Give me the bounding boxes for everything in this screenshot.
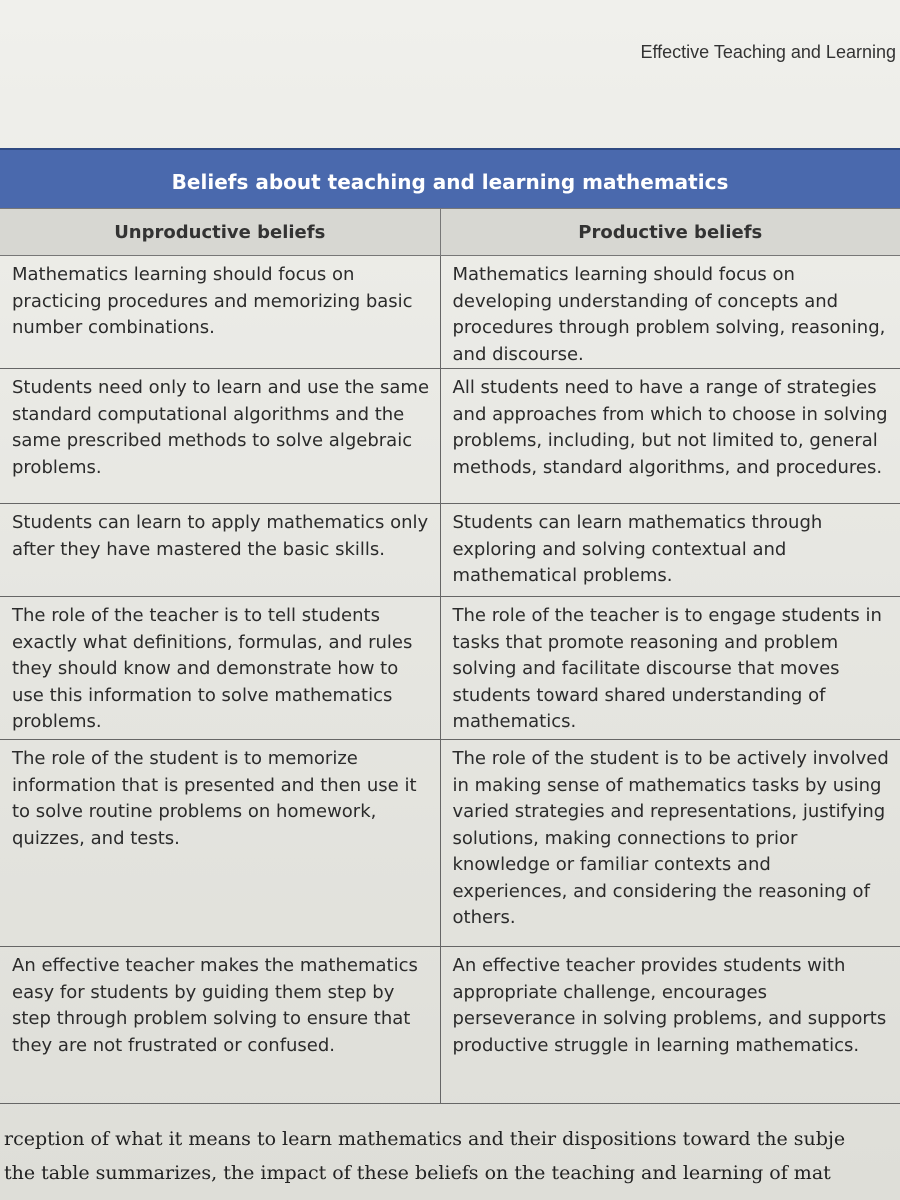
column-header-unproductive: Unproductive beliefs — [0, 209, 440, 256]
productive-belief-cell: Mathematics learning should focus on developing understanding of concepts and procedures through problem solving, reasoning, and discourse. — [440, 256, 900, 369]
productive-belief-cell: The role of the student is to be actively involved in making sense of mathematics tasks by using varied strategies and representations, justifying solutions, making connections to prior knowledge or familiar contexts and experiences, and considering the reasoning of others. — [440, 740, 900, 947]
table-header-row — [0, 209, 900, 256]
body-text-line: the table summarizes, the impact of these beliefs on the teaching and learning of mat — [4, 1162, 831, 1184]
column-header-productive: Productive beliefs — [440, 209, 900, 256]
beliefs-table — [0, 148, 900, 1104]
table-title: Beliefs about teaching and learning mathematics — [0, 149, 900, 209]
unproductive-belief-cell: An effective teacher makes the mathematics easy for students by guiding them step by step through problem solving to ensure that they are not frustrated or confused. — [0, 947, 440, 1104]
table-title-row — [0, 149, 900, 209]
productive-belief-cell: All students need to have a range of strategies and approaches from which to choose in solving problems, including, but not limited to, general methods, standard algorithms, and procedures. — [440, 369, 900, 504]
running-head: Effective Teaching and Learning — [640, 42, 896, 62]
unproductive-belief-cell: Students need only to learn and use the same standard computational algorithms and the same prescribed methods to solve algebraic problems. — [0, 369, 440, 504]
unproductive-belief-cell: The role of the student is to memorize information that is presented and then use it to solve routine problems on homework, quizzes, and tests. — [0, 740, 440, 947]
table-row — [0, 369, 900, 504]
table-row — [0, 740, 900, 947]
table-row — [0, 597, 900, 740]
productive-belief-cell: The role of the teacher is to engage students in tasks that promote reasoning and problem solving and facilitate discourse that moves students toward shared understanding of mathematics. — [440, 597, 900, 740]
table-row — [0, 947, 900, 1104]
unproductive-belief-cell: Students can learn to apply mathematics only after they have mastered the basic skills. — [0, 504, 440, 597]
unproductive-belief-cell: The role of the teacher is to tell students exactly what definitions, formulas, and rules they should know and demonstrate how to use this information to solve mathematics problems. — [0, 597, 440, 740]
table-row — [0, 504, 900, 597]
productive-belief-cell: An effective teacher provides students with appropriate challenge, encourages perseverance in solving problems, and supports productive struggle in learning mathematics. — [440, 947, 900, 1104]
productive-belief-cell: Students can learn mathematics through exploring and solving contextual and mathematical problems. — [440, 504, 900, 597]
table-row — [0, 256, 900, 369]
unproductive-belief-cell: Mathematics learning should focus on practicing procedures and memorizing basic number combinations. — [0, 256, 440, 369]
body-text-line: rception of what it means to learn mathematics and their dispositions toward the subje — [4, 1128, 846, 1150]
